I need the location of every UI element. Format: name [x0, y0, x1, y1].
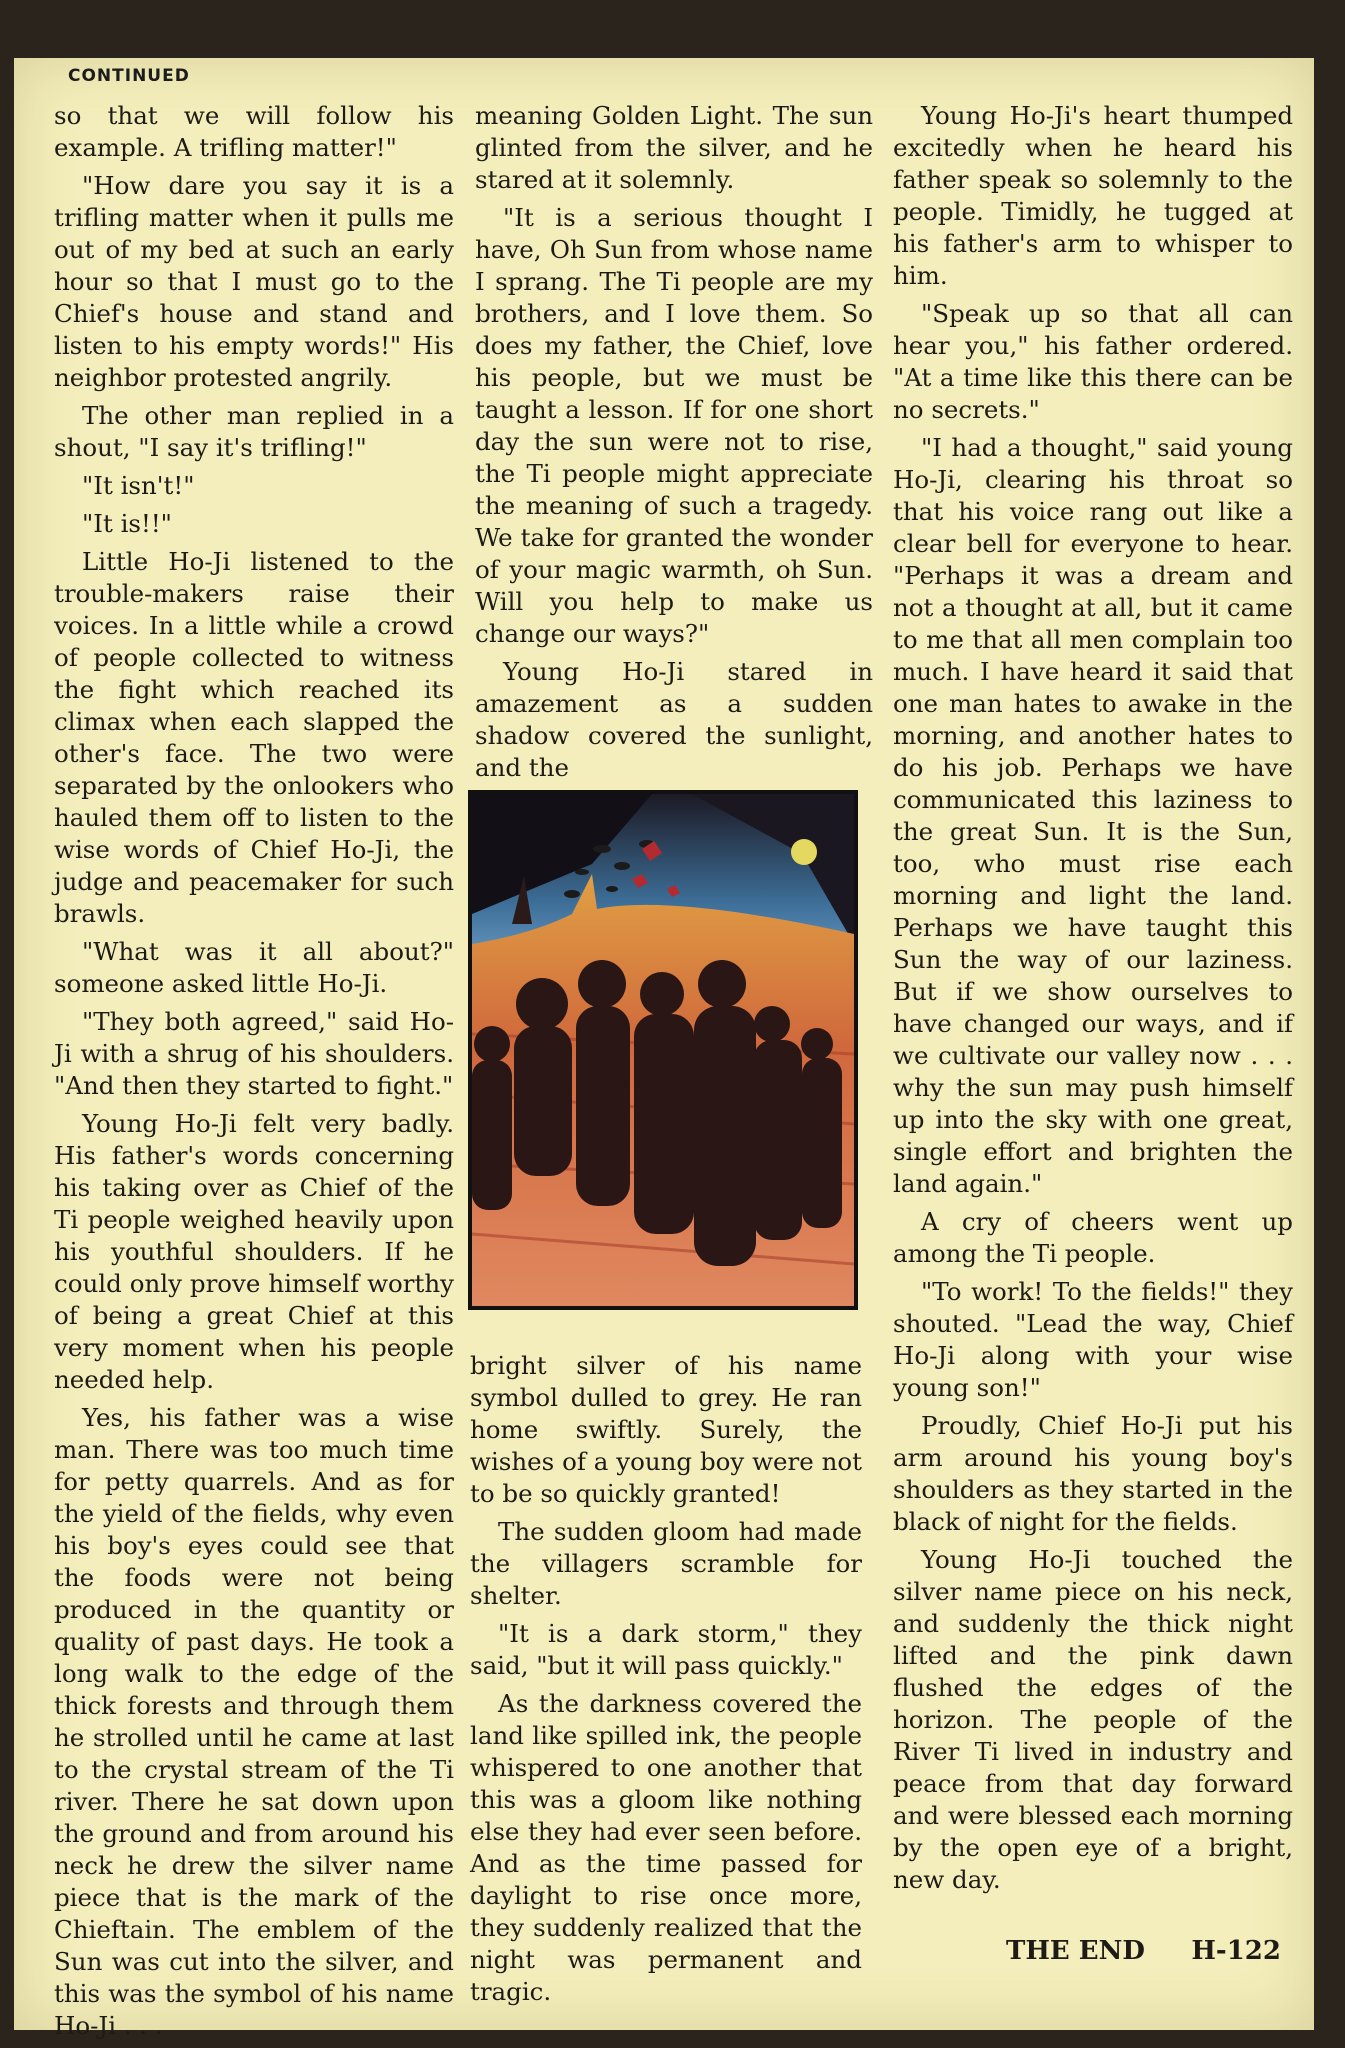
paragraph: "How dare you say it is a trifling matter when it pulls me out of my bed at such an early hour so that I must go to the Chief's house and stand and listen to his empty words!" His neighbor protested angrily.: [54, 171, 454, 392]
paragraph: Young Ho-Ji touched the silver name piece on his neck, and suddenly the thick night lifted and the pink dawn flushed the edges of the horizon. The people of the River Ti lived in industry and peace from that day forward and were blessed each morning by the open eye of a bright, new day.: [893, 1545, 1293, 1894]
night-crowd-illustration: [472, 794, 854, 1306]
paragraph: "It is a dark storm," they said, "but it will pass quickly.": [470, 1619, 862, 1680]
paragraph: "Speak up so that all can hear you," his father ordered. "At a time like this there can be no secrets.": [893, 299, 1293, 424]
paragraph: "It isn't!": [82, 471, 195, 500]
paragraph: "It is!!": [82, 509, 172, 538]
page-footer: [1006, 1936, 1281, 1966]
paragraph: Young Ho-Ji stared in amazement as a sudden shadow covered the sunlight, and the: [475, 657, 873, 782]
paragraph: "I had a thought," said young Ho-Ji, clearing his throat so that his voice rang out like a clear bell for everyone to hear. "Perhaps it was a dream and not a thought at all, but it came to me that all men complain too much. I have heard it said that one man hates to awake in the morning, and another hates to do his job. Perhaps we have communicated this laziness to the great Sun. It is the Sun, too, who must rise each morning and light the land. Perhaps we have taught this Sun the way of our laziness. But if we show ourselves to have changed our ways, and if we cultivate our valley now . . . why the sun may push himself up into the sky with one great, single effort and brighten the land again.": [893, 433, 1293, 1198]
paragraph: Yes, his father was a wise man. There was too much time for petty quarrels. And as for the yield of the fields, why even his boy's eyes could see that the foods were not being produced in the quantity or quality of past days. He took a long walk to the edge of the thick forests and through them he strolled until he came at last to the crystal stream of the Ti river. There he sat down upon the ground and from around his neck he drew the silver name piece that is the mark of the Chieftain. The emblem of the Sun was cut into the silver, and this was the symbol of his name Ho-Ji . . .: [54, 1403, 454, 2040]
paragraph: Young Ho-Ji felt very badly. His father's words concerning his taking over as Chief of the Ti people weighed heavily upon his youthful shoulders. If he could only prove himself worthy of being a great Chief at this very moment when his people needed help.: [54, 1109, 454, 1394]
paragraph: "To work! To the fields!" they shouted. "Lead the way, Chief Ho-Ji along with your wise young son!": [893, 1277, 1293, 1402]
column-2-bottom: [470, 1350, 862, 2014]
paragraph: A cry of cheers went up among the Ti people.: [893, 1207, 1293, 1268]
column-3: [893, 100, 1293, 1902]
column-2-top: [475, 100, 873, 790]
paragraph: Proudly, Chief Ho-Ji put his arm around his young boy's shoulders as they started in the black of night for the fields.: [893, 1411, 1293, 1536]
paragraph: Little Ho-Ji listened to the trouble-makers raise their voices. In a little while a crowd of people collected to witness the fight which reached its climax when each slapped the other's face. The two were separated by the onlookers who hauled them off to listen to the wise words of Chief Ho-Ji, the judge and peacemaker for such brawls.: [54, 547, 454, 928]
paragraph: Young Ho-Ji's heart thumped excitedly when he heard his father speak so solemnly to the people. Timidly, he tugged at his father's arm to whisper to him.: [893, 101, 1293, 290]
paragraph: "They both agreed," said Ho-Ji with a shrug of his shoulders. "And then they started to fight.": [54, 1007, 454, 1100]
continued-header: CONTINUED: [68, 66, 190, 86]
column-1: [54, 100, 454, 2048]
moon-icon: [791, 839, 817, 865]
page-code: H-122: [1191, 1936, 1281, 1966]
illustration-panel: [468, 790, 858, 1310]
paragraph: The sudden gloom had made the villagers scramble for shelter.: [470, 1517, 862, 1610]
paragraph: meaning Golden Light. The sun glinted from the silver, and he stared at it solemnly.: [475, 101, 873, 194]
paragraph: "What was it all about?" someone asked little Ho-Ji.: [54, 937, 454, 998]
paragraph: bright silver of his name symbol dulled to grey. He ran home swiftly. Surely, the wishes of a young boy were not to be so quickly granted!: [470, 1351, 862, 1508]
paragraph: so that we will follow his example. A trifling matter!": [54, 101, 454, 162]
paragraph: "It is a serious thought I have, Oh Sun from whose name I sprang. The Ti people are my brothers, and I love them. So does my father, the Chief, love his people, but we must be taught a lesson. If for one short day the sun were not to rise, the Ti people might appreciate the meaning of such a tragedy. We take for granted the wonder of your magic warmth, oh Sun. Will you help to make us change our ways?": [475, 203, 873, 648]
the-end-label: THE END: [1006, 1936, 1145, 1966]
paragraph: The other man replied in a shout, "I say it's trifling!": [54, 401, 454, 462]
paragraph: As the darkness covered the land like spilled ink, the people whispered to one another that this was a gloom like nothing else they had ever seen before. And as the time passed for daylight to rise once more, they suddenly realized that the night was permanent and tragic.: [470, 1689, 862, 2006]
